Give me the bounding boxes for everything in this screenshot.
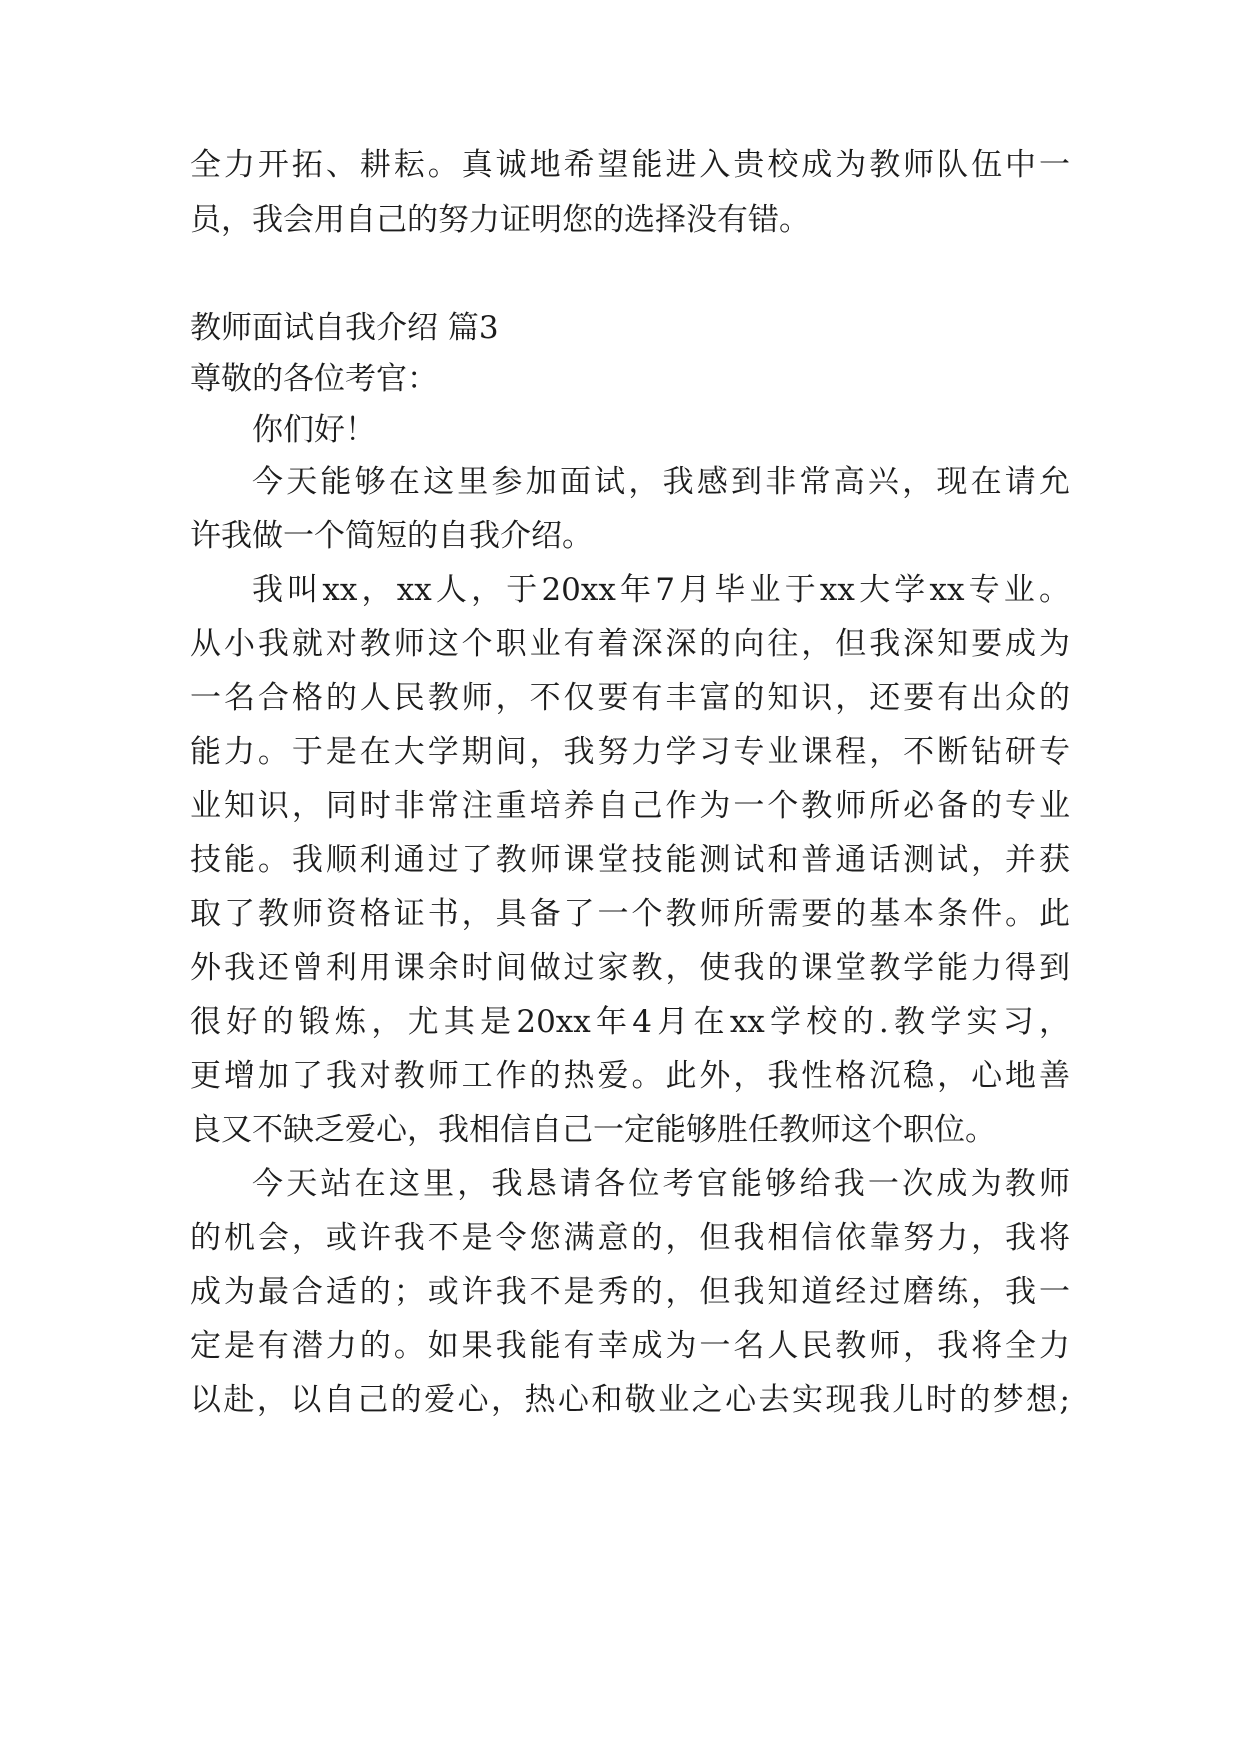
text-line: 的机会，或许我不是令您满意的，但我相信依靠努力，我将	[190, 1220, 1070, 1256]
text-line: 今天站在这里，我恳请各位考官能够给我一次成为教师	[252, 1166, 1070, 1202]
text-line: 从小我就对教师这个职业有着深深的向往，但我深知要成为	[190, 626, 1070, 662]
text-line: 技能。我顺利通过了教师课堂技能测试和普通话测试，并获	[190, 842, 1070, 878]
text-line: 更增加了我对教师工作的热爱。此外，我性格沉稳，心地善	[190, 1058, 1070, 1094]
salutation: 尊敬的各位考官：	[190, 361, 438, 397]
text-line: 一名合格的人民教师，不仅要有丰富的知识，还要有出众的	[190, 680, 1070, 716]
text-line: 今天能够在这里参加面试，我感到非常高兴，现在请允	[252, 464, 1070, 500]
text-line: 定是有潜力的。如果我能有幸成为一名人民教师，我将全力	[190, 1328, 1070, 1364]
section-heading: 教师面试自我介绍 篇3	[190, 310, 499, 346]
text-line: 取了教师资格证书，具备了一个教师所需要的基本条件。此	[190, 896, 1070, 932]
greeting: 你们好！	[252, 412, 376, 448]
text-line: 很好的锻炼，尤其是20xx年4月在xx学校的.教学实习，	[190, 1004, 1070, 1040]
text-line: 能力。于是在大学期间，我努力学习专业课程，不断钻研专	[190, 734, 1070, 770]
text-line: 良又不缺乏爱心，我相信自己一定能够胜任教师这个职位。	[190, 1112, 996, 1148]
text-line: 业知识，同时非常注重培养自己作为一个教师所必备的专业	[190, 788, 1070, 824]
text-line: 外我还曾利用课余时间做过家教，使我的课堂教学能力得到	[190, 950, 1070, 986]
text-line: 员，我会用自己的努力证明您的选择没有错。	[190, 202, 810, 238]
text-line: 成为最合适的；或许我不是秀的，但我知道经过磨练，我一	[190, 1274, 1070, 1310]
text-line: 我叫xx，xx人，于20xx年7月毕业于xx大学xx专业。	[252, 572, 1070, 608]
text-line: 以赴，以自己的爱心，热心和敬业之心去实现我儿时的梦想;	[190, 1382, 1070, 1418]
text-line: 全力开拓、耕耘。真诚地希望能进入贵校成为教师队伍中一	[190, 147, 1070, 183]
text-line: 许我做一个简短的自我介绍。	[190, 518, 593, 554]
